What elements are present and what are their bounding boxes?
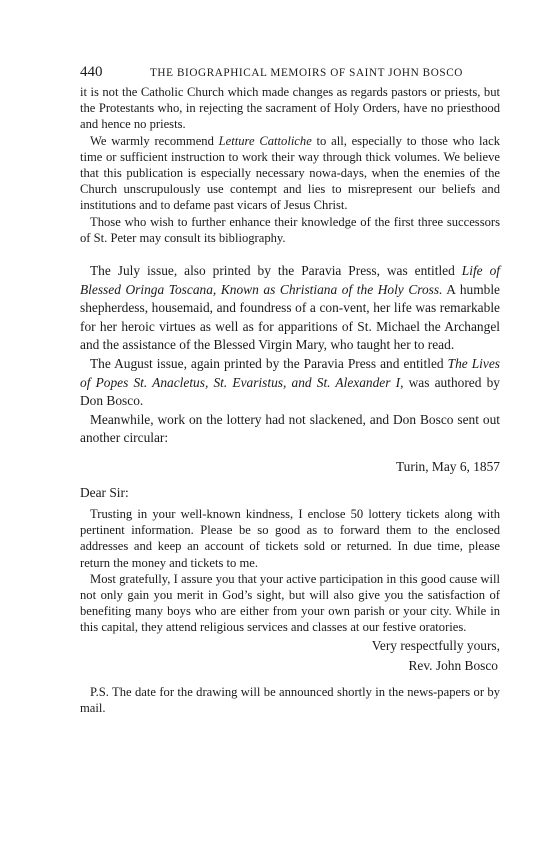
page-number: 440	[80, 64, 103, 80]
book-page	[80, 62, 500, 716]
letter-signature: Rev. John Bosco	[408, 657, 498, 673]
paragraph: The July issue, also printed by the Paravia Press, was entitled Life of Blessed Oringa Toscana, Known as Christiana of the Holy Cross. A humble shepherdess, housemaid, and foundress of a con-vent, her life was remarkable for her heroic virtues as well as for apparitions of St. Michael the Archangel and the assistance of the Blessed Virgin Mary, who taught her to read.	[80, 263, 500, 353]
publication-title: The Lives of Popes St. Anacletus, St. Evaristus, and St. Alexander I,	[80, 356, 500, 390]
paragraph: We warmly recommend Letture Cattoliche to all, especially to those who lack time or sufficient instruction to work their way through thick volumes. We believe that this publication is especially necessary nowa-days, when the enemies of the Church unscrupulously use contempt and lies to misrepresent our beliefs and institutions and to defame past vicars of Jesus Christ.	[80, 133, 501, 213]
letter	[80, 458, 500, 716]
letter-paragraph: Trusting in your well-known kindness, I enclose 50 lottery tickets along with pertinent information. Please be so good as to forward them to the enclosed addresses and keep an account of tickets sold or returned. In due time, please return the money and tickets to me.	[80, 506, 500, 570]
running-head: THE BIOGRAPHICAL MEMOIRS OF SAINT JOHN BOSCO	[150, 67, 463, 79]
paragraph: Those who wish to further enhance their knowledge of the first three successors of St. Peter may consult its bibliography.	[80, 214, 500, 245]
letter-closing: Very respectfully yours,	[371, 637, 500, 653]
page-header	[80, 62, 500, 83]
paragraph: The August issue, again printed by the Paravia Press and entitled The Lives of Popes St. Anacletus, St. Evaristus, and St. Alexander I, was authored by Don Bosco.	[80, 356, 500, 409]
letter-date: Turin, May 6, 1857	[395, 458, 500, 474]
letter-paragraph: Most gratefully, I assure you that your active participation in this good cause will not only gain you merit in God’s sight, but will also give you the satisfaction of benefiting many boys who are either from your own parish or your city. While in this capital, they attend religious services and classes at our festive oratories.	[80, 571, 500, 635]
narrative-block	[80, 262, 500, 448]
letter-postscript: P.S. The date for the drawing will be announced shortly in the news-papers or by mail.	[80, 684, 500, 715]
commentary-block	[80, 84, 500, 246]
paragraph: it is not the Catholic Church which made changes as regards pastors or priests, but the Protestants who, in rejecting the sacrament of Holy Orders, have no priesthood and hence no priests.	[80, 85, 500, 132]
paragraph: Meanwhile, work on the lottery had not slackened, and Don Bosco sent out another circular:	[80, 411, 500, 446]
letter-salutation: Dear Sir:	[80, 484, 129, 500]
publication-title: Life of Blessed Oringa Toscana, Known as Christiana of the Holy Cross.	[80, 263, 500, 297]
publication-title: Letture Cattoliche	[218, 133, 312, 148]
